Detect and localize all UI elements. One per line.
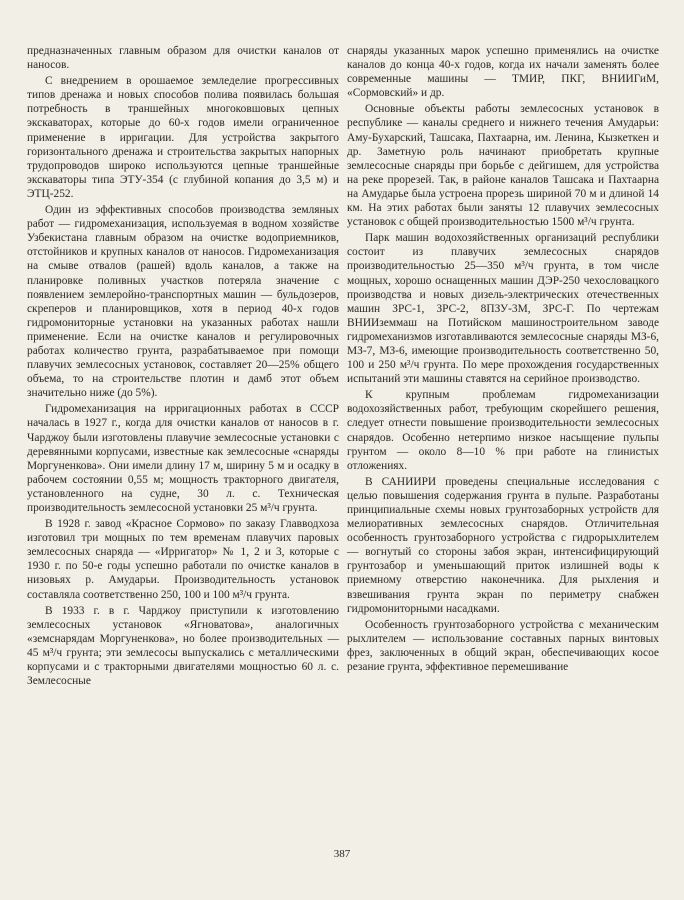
paragraph: К крупным проблемам гидромеханизации водохозяйственных работ, требующим скорейшего решения, следует отнести повышение производительности землесосных снарядов. Особенно нетерпимо низкое насыщение пульпы грунтом — около 8—10 % при работе на глинистых отложениях. bbox=[347, 389, 659, 472]
paragraph: Особенность грунтозаборного устройства с механическим рыхлителем — использование составных парных винтовых фрез, заключенных в общий экран, обеспечивающих косое резание грунта, эффективное перемешивание bbox=[347, 618, 659, 674]
paragraph: С внедрением в орошаемое земледелие прогрессивных типов дренажа и новых способов полива появилась большая потребность в траншейных многоковшовых цепных экскаваторах, которые до 60-х годов имели ограниченное применение в ирригации. Для устройства закрытого горизонтального дренажа и строительства закрытых напорных трудопроводов широко используются цепные траншейные экскаваторы типа ЭТУ-354 (с глубиной копания до 3,5 м) и ЭТЦ-252. bbox=[27, 75, 339, 200]
paragraph: снаряды указанных марок успешно применялись на очистке каналов до конца 40-х годов, когда их начали заменять более современные машины — ТМИР, ПКГ, ВНИИГиМ, «Сормовский» и др. bbox=[347, 45, 659, 100]
paragraph: Основные объекты работы землесосных установок в республике — каналы среднего и нижнего течения Амударьи: Аму-Бухарский, Ташсака, Пахтаарна, им. Ленина, Кызкеткен и др. Заметную роль начинают приобретать крупные землесосные снаряды при борьбе с дейгишем, для устройства на реке прорезей. Так, в районе каналов Ташсака и Пахтаарна на Амударье была устроена прорезь шириной 70 м и длиной 14 км. На этих работах были заняты 12 плавучих землесосных установок с общей производительностью 1500 м³/ч грунта. bbox=[347, 103, 659, 229]
paragraph: Один из эффективных способов производства земляных работ — гидромеханизация, используемая в водном хозяйстве Узбекистана главным образом на очистке водоприемников, отстойников и крупных каналов от наносов. Гидромеханизация на смыве отвалов (рашей) вдоль каналов, а также на планировке поливных участков потеряла значение с появлением землеройно-транспортных машин — бульдозеров, скреперов и планировщиков, хотя в период 40-х годов гидромониторные установки на указанных работах нашли применение. Если на очистке каналов и регулировочных работах количество грунта, разрабатываемое при помощи плавучих землесосных установок, составляет 20—25% общего объема, то на строительстве плотин и дамб этот объем значительно ниже (до 5%). bbox=[27, 204, 339, 400]
page-number: 387 bbox=[333, 848, 351, 860]
paragraph: В САНИИРИ проведены специальные исследования с целью повышения содержания грунта в пульпе. Разработаны принципиальные схемы новых грунтозаборных устройств для мелиоративных землесосных снарядов. Отличительная особенность грунтозаборного устройства с гидрорыхлителем — вогнутый со стороны забоя экран, интенсифицирующий грунтозабор и уменьшающий приток излишней воды к приемному отверстию наконечника. Для рыхления и взвешивания грунта экран по периметру снабжен гидромониторными насадками. bbox=[347, 475, 659, 615]
paragraph: Гидромеханизация на ирригационных работах в СССР началась в 1927 г., когда для очистки каналов от наносов в г. Чарджоу были изготовлены плавучие землесосные установки с деревянными корпусами, известные как землесосные «снаряды Моргуненкова». Они имели длину 17 м, ширину 5 м и осадку в рабочем состоянии 0,55 м; мощность тракторного двигателя, установленного на судне, 30 л. с. Техническая производительность землесосной установки 25 м³/ч грунта. bbox=[27, 403, 339, 514]
left-text-column bbox=[27, 44, 339, 688]
paragraph: Парк машин водохозяйственных организаций республики состоит из плавучих землесосных снарядов производительностью 25—350 м³/ч грунта, в том числе мощных, хорошо оснащенных машин ДЭР-250 чехословацкого производства и новых дизель-электрических отечественных машин ЗРС-1, ЗРС-2, 8ПЗУ-3М, ЗРС-Г. По чертежам ВНИИземмаш на Потийском машиностроительном заводе гидромеханизмов изготавливаются землесосные снаряды МЗ-6, МЗ-7, МЗ-6, имеющие производительность соответственно 50, 100 и 250 м³/ч грунта. По мере прохождения государственных испытаний эти машины ставятся на серийное производство. bbox=[347, 232, 659, 386]
paragraph: В 1928 г. завод «Красное Сормово» по заказу Главводхоза изготовил три мощных по тем временам плавучих паровых землесосных снаряда — «Ирригатор» № 1, 2 и 3, которые с 1930 г. по 50-е годы успешно работали по очистке каналов в низовьях р. Амударьи. Производительность установок составляла соответственно 250, 100 и 100 м³/ч грунта. bbox=[27, 518, 339, 601]
paragraph: предназначенных главным образом для очистки каналов от наносов. bbox=[27, 45, 339, 72]
right-text-column bbox=[347, 44, 659, 674]
paragraph: В 1933 г. в г. Чарджоу приступили к изготовлению землесосных установок «Ягноватова», аналогичных «земснарядам Моргуненкова», но более производительных — 45 м³/ч грунта; эти землесосы выпускались с металлическими корпусами и с тракторными двигателями мощностью 60 л. с. Землесосные bbox=[27, 604, 339, 688]
